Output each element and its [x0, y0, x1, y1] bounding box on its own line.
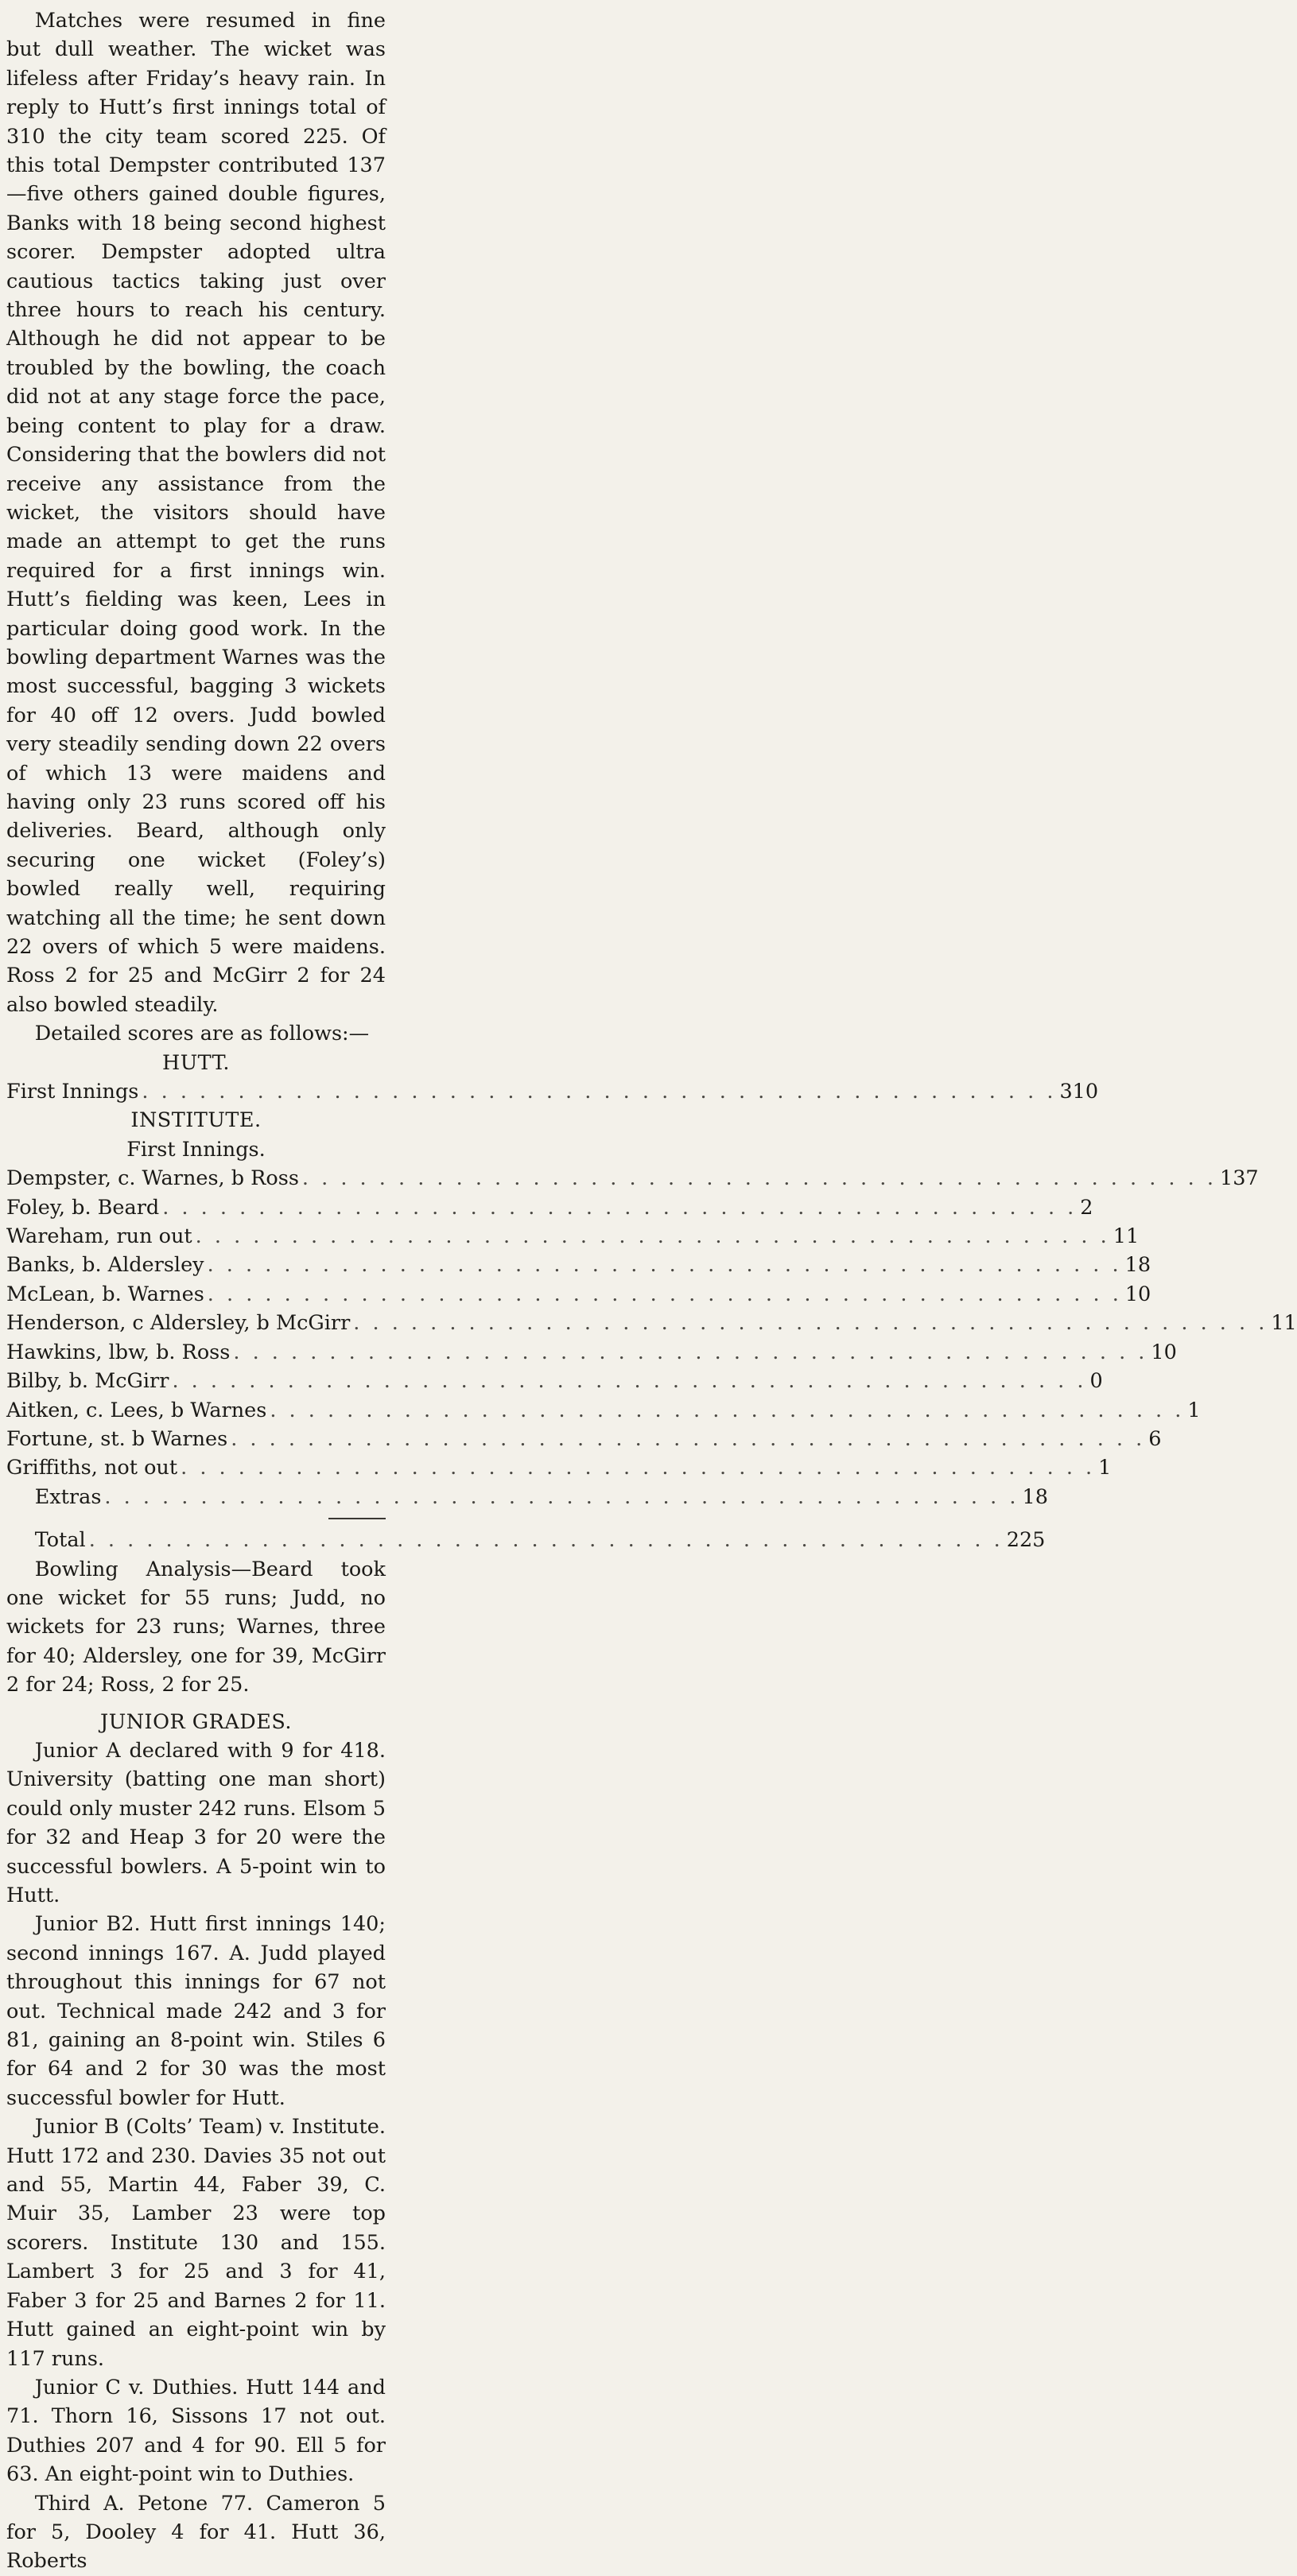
total-rule	[328, 1518, 386, 1519]
batsman-runs: 1	[1098, 1456, 1112, 1480]
match-report-paragraph: Matches were resumed in fine but dull weather. The wicket was lifeless after Friday’s heavy rain. In reply to Hutt’s first innings total of 310 the city team scored 225. Of this total Dempster contributed 137—five others gained double figures, Banks with 18 being second highest scorer. Dempster adopted ultra cautious tactics taking just over three hours to reach his century. Although he did not appear to be troubled by the bowling, the coach did not at any stage force the pace, being content to play for a draw. Considering that the bowlers did not receive any assistance from the wicket, the visitors should have made an attempt to get the runs required for a first innings win. Hutt’s fielding was keen, Lees in particular doing good work. In the bowling department Warnes was the most successful, bagging 3 wickets for 40 off 12 overs. Judd bowled very steadily sending down 22 overs of which 13 were maidens and having only 23 runs scored off his deliveries. Beard, although only securing one wicket (Foley’s) bowled really well, requiring watching all the time; he sent down 22 overs of which 5 were maidens. Ross 2 for 25 and McGirr 2 for 24 also bowled steadily.	[6, 9, 386, 1017]
scores-intro: Detailed scores are as follows:—	[34, 1022, 370, 1046]
batting-row	[6, 1453, 1112, 1482]
batsman-runs: 11	[1113, 1224, 1140, 1249]
batsman-runs: 137	[1219, 1166, 1259, 1191]
bowling-analysis-paragraph: Bowling Analysis—Beard took one wicket for 55 runs; Judd, no wickets for 23 runs; Warnes, three for 40; Aldersley, one for 39, McGirr 2 for 24; Ross, 2 for 25.	[6, 1557, 386, 1697]
leader-dots	[270, 1396, 1184, 1425]
extras-label: Extras	[34, 1484, 102, 1509]
batsman-dismissal: Banks, b. Aldersley	[6, 1253, 204, 1278]
leader-dots	[181, 1453, 1095, 1482]
batsman-runs: 2	[1080, 1195, 1093, 1220]
batsman-dismissal: Wareham, run out	[6, 1224, 192, 1249]
batting-row	[6, 1396, 1201, 1425]
total-row	[6, 1526, 1046, 1554]
junior-a-paragraph: Junior A declared with 9 for 418. University (batting one man short) could only muster 242 runs. Elsom 5 for 32 and Heap 3 for 20 were the successful bowlers. A 5-point win to Hutt.	[6, 1738, 386, 1907]
batting-row	[6, 1425, 1162, 1453]
batting-row	[6, 1222, 1140, 1251]
junior-grades-heading: JUNIOR GRADES.	[99, 1709, 293, 1734]
batsman-runs: 11	[1271, 1311, 1297, 1336]
batsman-runs: 10	[1151, 1340, 1177, 1364]
hutt-first-innings-label: First Innings	[6, 1080, 139, 1104]
batting-row	[6, 1164, 1259, 1193]
batsman-dismissal: Henderson, c Aldersley, b McGirr	[6, 1311, 351, 1336]
leader-dots	[208, 1251, 1122, 1279]
batsman-dismissal: Dempster, c. Warnes, b Ross	[6, 1166, 299, 1191]
batting-row	[6, 1338, 1177, 1367]
batsman-dismissal: Foley, b. Beard	[6, 1195, 160, 1220]
batsman-dismissal: McLean, b. Warnes	[6, 1282, 204, 1306]
hutt-heading: HUTT.	[161, 1050, 231, 1075]
junior-b2-paragraph: Junior B2. Hutt first innings 140; second innings 167. A. Judd played throughout this innings for 67 not out. Technical made 242 and 3 for 81, gaining an 8-point win. Stiles 6 for 64 and 2 for 30 was the most successful bowler for Hutt.	[6, 1912, 386, 2110]
institute-innings-subheading: First Innings.	[126, 1137, 266, 1162]
hutt-first-innings-total: 310	[1059, 1080, 1099, 1104]
batting-row	[6, 1309, 1297, 1337]
batting-row	[6, 1251, 1151, 1279]
batsman-runs: 10	[1124, 1282, 1151, 1306]
leader-dots	[233, 1338, 1147, 1367]
extras-value: 18	[1022, 1484, 1048, 1509]
leader-dots	[142, 1077, 1056, 1106]
leader-dots	[353, 1309, 1268, 1337]
leader-dots	[89, 1526, 1004, 1554]
junior-c-paragraph: Junior C v. Duthies. Hutt 144 and 71. Thorn 16, Sissons 17 not out. Duthies 207 and 4 for 90. Ell 5 for 63. An eight-point win to Duthies.	[6, 2375, 386, 2487]
third-a-paragraph: Third A. Petone 77. Cameron 5 for 5, Dooley 4 for 41. Hutt 36, Roberts	[6, 2491, 386, 2574]
batting-row	[6, 1193, 1093, 1222]
leader-dots	[302, 1164, 1217, 1193]
batting-row	[6, 1280, 1151, 1309]
leader-dots	[104, 1483, 1019, 1511]
hutt-first-innings-row	[6, 1077, 1099, 1106]
leader-dots	[162, 1193, 1077, 1222]
batting-scorecard	[6, 1164, 1297, 1554]
batsman-dismissal: Hawkins, lbw, b. Ross	[6, 1340, 231, 1364]
batsman-dismissal: Bilby, b. McGirr	[6, 1369, 169, 1394]
leader-dots	[208, 1280, 1122, 1309]
leader-dots	[196, 1222, 1110, 1251]
section-gap	[6, 1700, 386, 1708]
batsman-dismissal: Fortune, st. b Warnes	[6, 1426, 228, 1451]
leader-dots	[231, 1425, 1145, 1453]
batsman-runs: 6	[1148, 1426, 1162, 1451]
batsman-dismissal: Aitken, c. Lees, b Warnes	[6, 1398, 267, 1422]
batting-row	[6, 1367, 1103, 1395]
junior-b-colts-paragraph: Junior B (Colts’ Team) v. Institute. Hutt 172 and 230. Davies 35 not out and 55, Martin 44, Faber 39, C. Muir 35, Lamber 23 were top scorers. Institute 130 and 155. Lambert 3 for 25 and 3 for 41, Faber 3 for 25 and Barnes 2 for 11. Hutt gained an eight-point win by 117 runs.	[6, 2115, 386, 2371]
total-label: Total	[34, 1528, 86, 1553]
batsman-runs: 0	[1089, 1369, 1103, 1394]
batsman-dismissal: Griffiths, not out	[6, 1456, 178, 1480]
institute-heading: INSTITUTE.	[130, 1108, 262, 1133]
extras-row	[6, 1483, 1048, 1511]
leader-dots	[172, 1367, 1086, 1395]
batsman-runs: 18	[1124, 1253, 1151, 1278]
batsman-runs: 1	[1187, 1398, 1201, 1422]
total-value: 225	[1006, 1528, 1046, 1553]
